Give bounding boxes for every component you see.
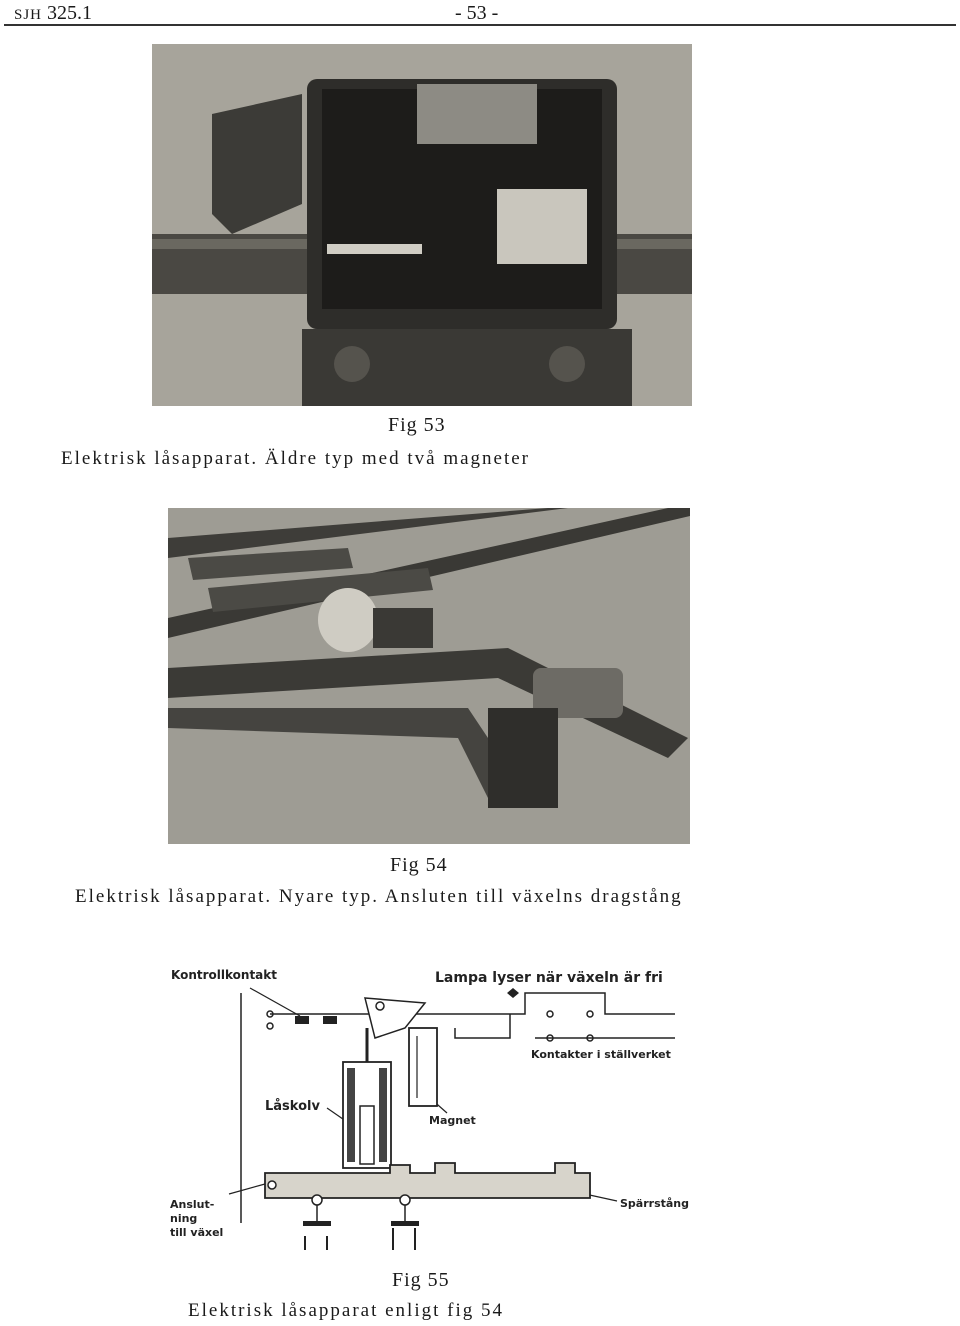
plunger-rod	[360, 1106, 374, 1164]
fig53-photo-drawing	[152, 44, 692, 406]
locking-bar-joint	[268, 1181, 276, 1189]
page-number: - 53 -	[455, 2, 499, 24]
fig53-caption: Elektrisk låsapparat. Äldre typ med två magneter	[61, 448, 531, 469]
plunger-coil-left	[347, 1068, 355, 1162]
label-sparrstang: Spärrstång	[620, 1197, 690, 1210]
fig54-label: Fig 54	[390, 854, 448, 876]
contact-bridge-2	[323, 1016, 337, 1024]
label-lampa: Lampa lyser när växeln är fri	[435, 970, 663, 986]
series-number: 325.1	[47, 2, 93, 24]
label-magnet: Magnet	[429, 1114, 476, 1127]
label-kontrollkontakt: Kontrollkontakt	[171, 968, 277, 982]
fig55-label: Fig 55	[392, 1269, 450, 1291]
lower-contact-2	[391, 1221, 419, 1226]
label-anslut-2: ning	[170, 1212, 198, 1225]
contact-bridge-1	[295, 1016, 309, 1024]
fig54-caption: Elektrisk låsapparat. Nyare typ. Ansluten till växelns dragstång	[75, 886, 683, 907]
fig55-diagram	[165, 958, 700, 1258]
lower-contact-1	[303, 1221, 331, 1226]
fig54-photo-drawing	[168, 508, 690, 844]
label-kontakter: Kontakter i ställverket	[531, 1048, 671, 1061]
lower-pivot-1	[312, 1195, 322, 1205]
magnet-body	[409, 1028, 437, 1106]
series-code	[14, 2, 92, 25]
plunger-coil-right	[379, 1068, 387, 1162]
fig55-caption: Elektrisk låsapparat enligt fig 54	[188, 1300, 504, 1321]
label-anslut-1: Anslut-	[170, 1198, 215, 1211]
header-rule	[4, 24, 956, 26]
series-prefix: SJH	[14, 7, 43, 23]
label-anslut-3: till växel	[170, 1226, 224, 1239]
fig53-photo	[152, 44, 692, 406]
lower-pivot-2	[400, 1195, 410, 1205]
fig55-diagram-drawing	[165, 958, 700, 1258]
label-laskolv: Låskolv	[265, 1099, 320, 1114]
fig54-photo	[168, 508, 690, 844]
fig53-label: Fig 53	[388, 414, 446, 436]
